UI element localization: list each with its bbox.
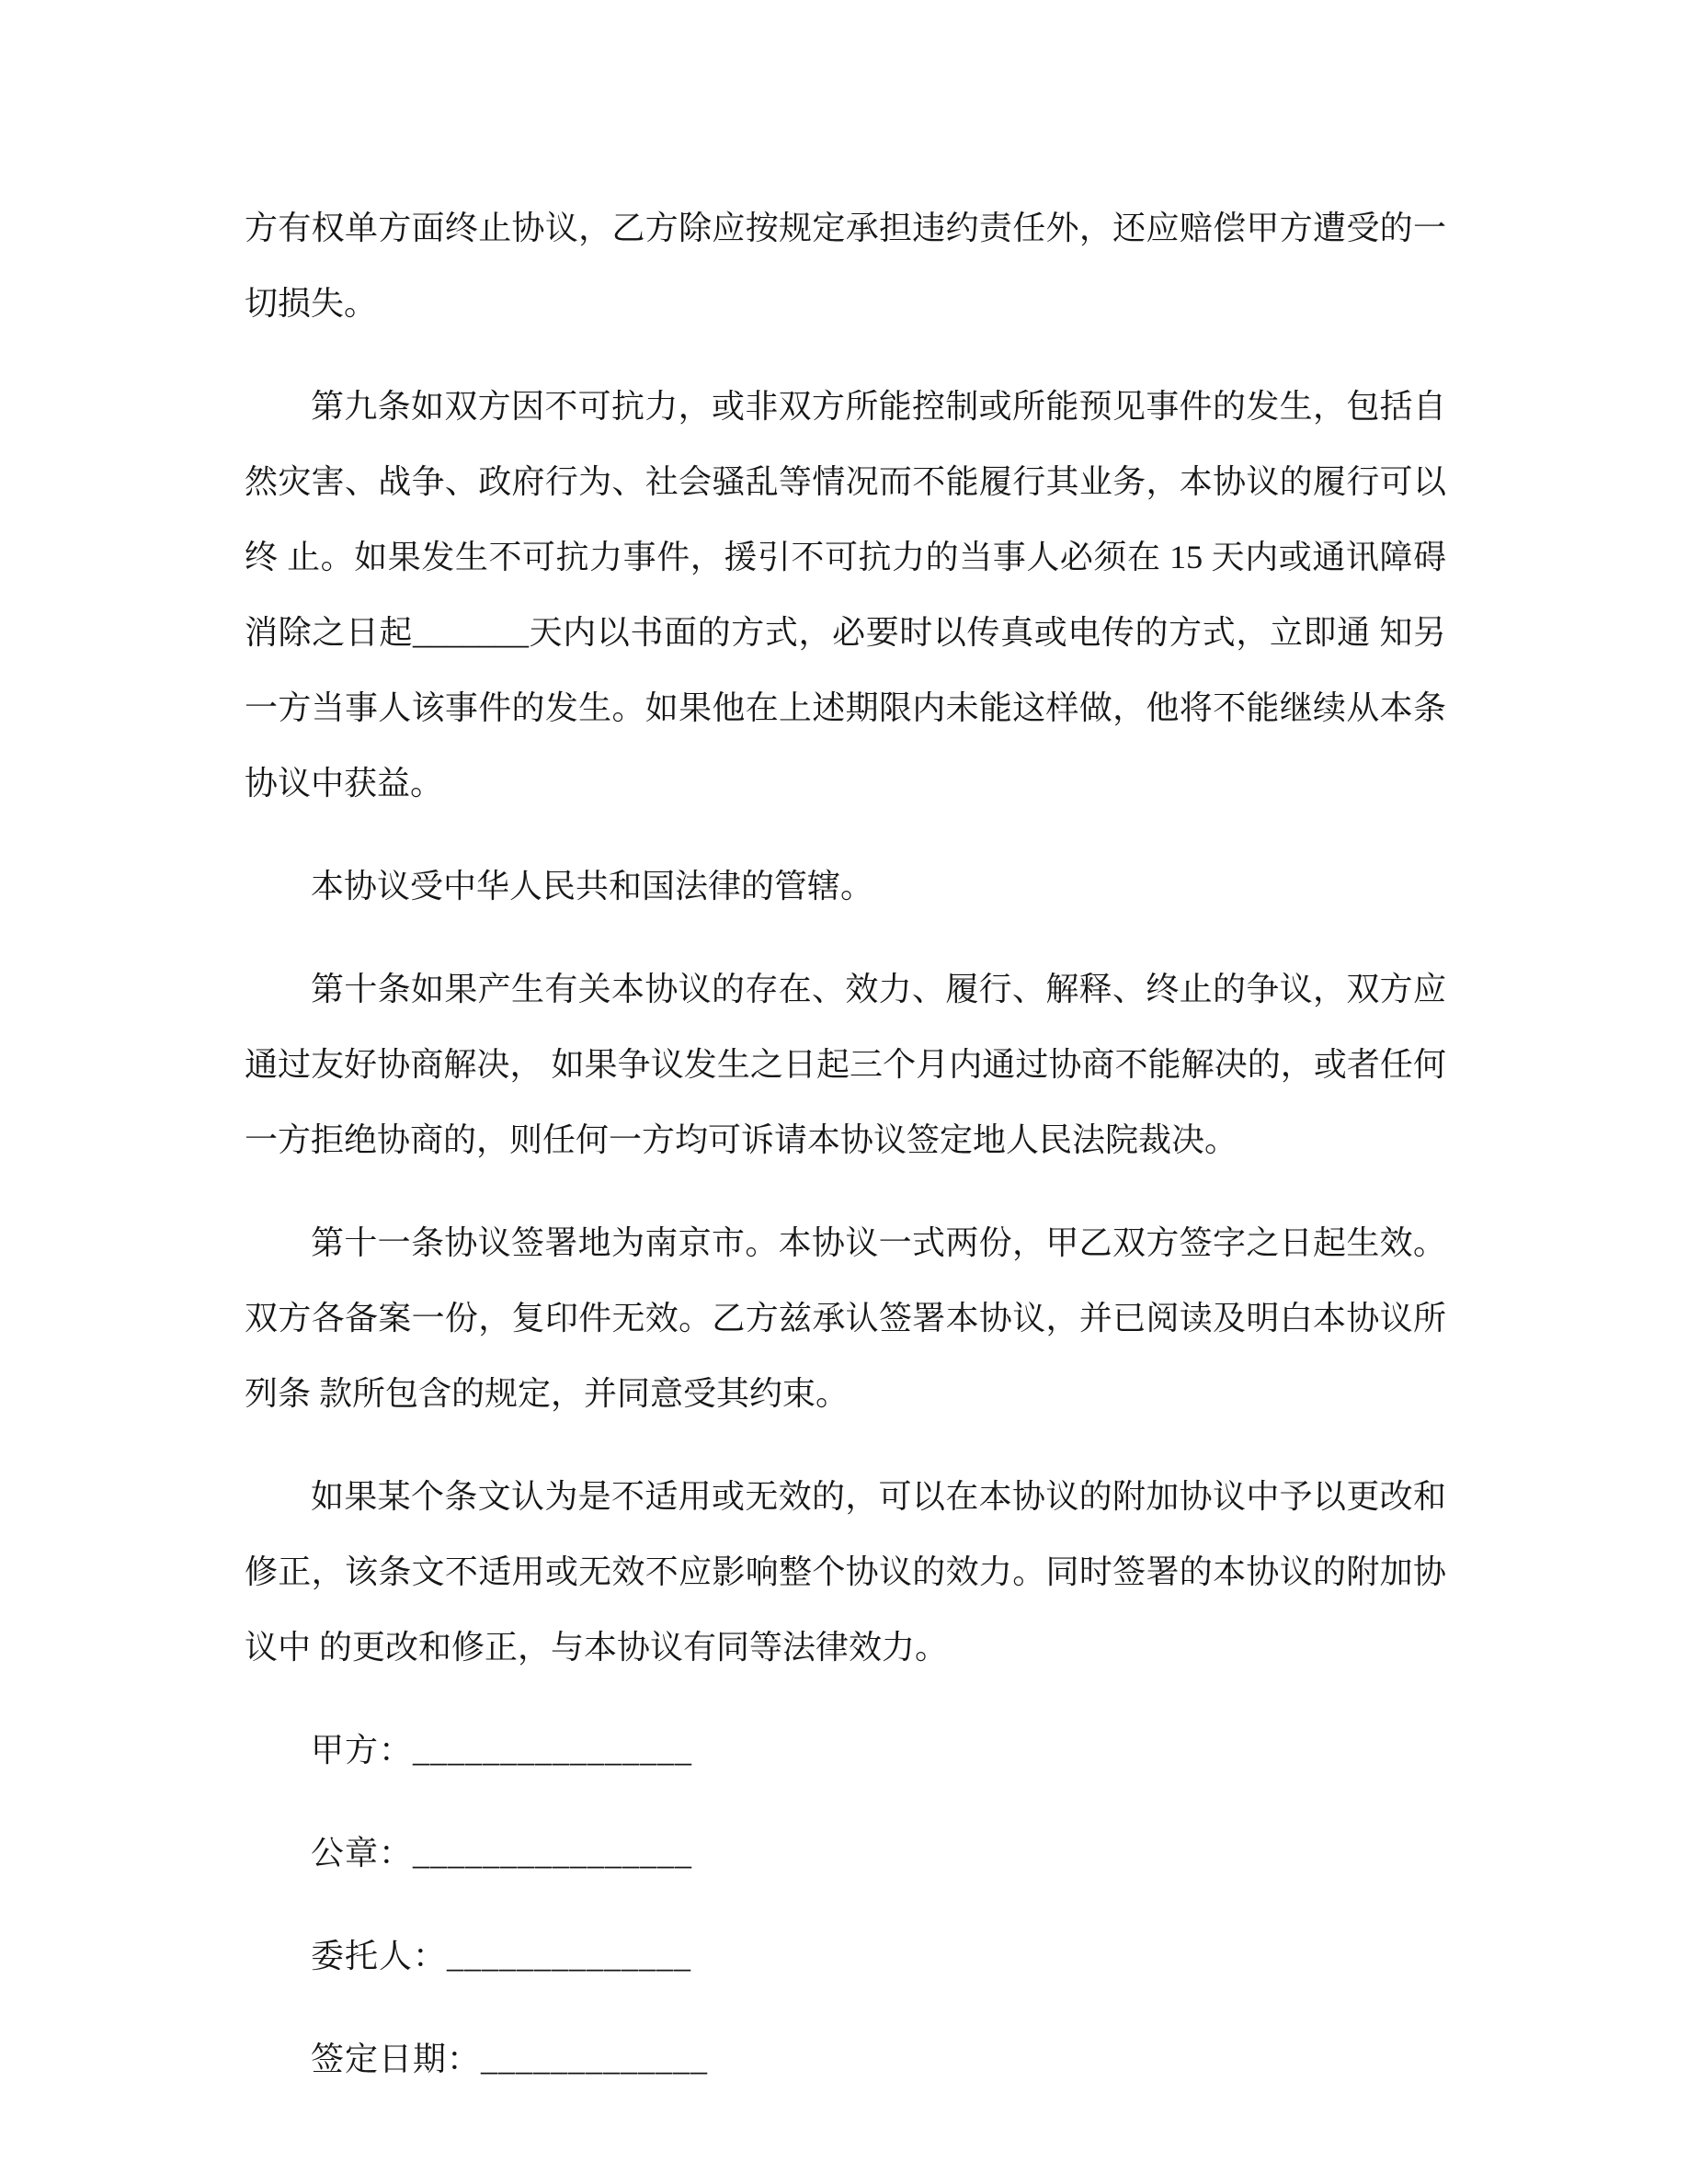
signature-line-signing-date: 签定日期：_____________ [311, 2041, 709, 2077]
paragraph-governing-law: 本协议受中华人民共和国法律的管辖。 [311, 868, 874, 904]
signature-line-official-seal: 公章：________________ [311, 1835, 693, 1871]
signature-line-party-a: 甲方：________________ [311, 1732, 693, 1769]
signature-line-entrusted-agent: 委托人：______________ [311, 1938, 692, 1974]
paragraph-clause-11-effectiveness: 第十一条协议签署地为南京市。本协议一式两份，甲乙双方签字之日起生效。双方各备案一份，复印件无效。乙方兹承认签署本协议，并已阅读及明白本协议所列条 款所包含的规定，并同意受其约束。 [245, 1224, 1446, 1412]
paragraph-breach-liability: 方有权单方面终止协议，乙方除应按规定承担违约责任外，还应赔偿甲方遭受的一切损失。 [245, 210, 1446, 322]
paragraph-clause-9-force-majeure: 第九条如双方因不可抗力，或非双方所能控制或所能预见事件的发生，包括自然灾害、战争、政府行为、社会骚乱等情况而不能履行其业务，本协议的履行可以终 止。如果发生不可抗力事件，援引不可抗力的当事人必须在 15 天内或通讯障碍消除之日起_______天内以书面的方式，必要时以传真或电传的方式，立即通 知另一方当事人该事件的发生。如果他在上述期限内未能这样做，他将不能继续从本条协议中获益。 [245, 388, 1446, 802]
paragraph-clause-10-disputes: 第十条如果产生有关本协议的存在、效力、履行、解释、终止的争议，双方应通过友好协商解决， 如果争议发生之日起三个月内通过协商不能解决的，或者任何一方拒绝协商的，则任何一方均可诉请本协议签定地人民法院裁决。 [245, 971, 1446, 1158]
paragraph-severability-amendment: 如果某个条文认为是不适用或无效的，可以在本协议的附加协议中予以更改和修正，该条文不适用或无效不应影响整个协议的效力。同时签署的本协议的附加协 议中 的更改和修正，与本协议有同等法律效力。 [245, 1478, 1446, 1666]
